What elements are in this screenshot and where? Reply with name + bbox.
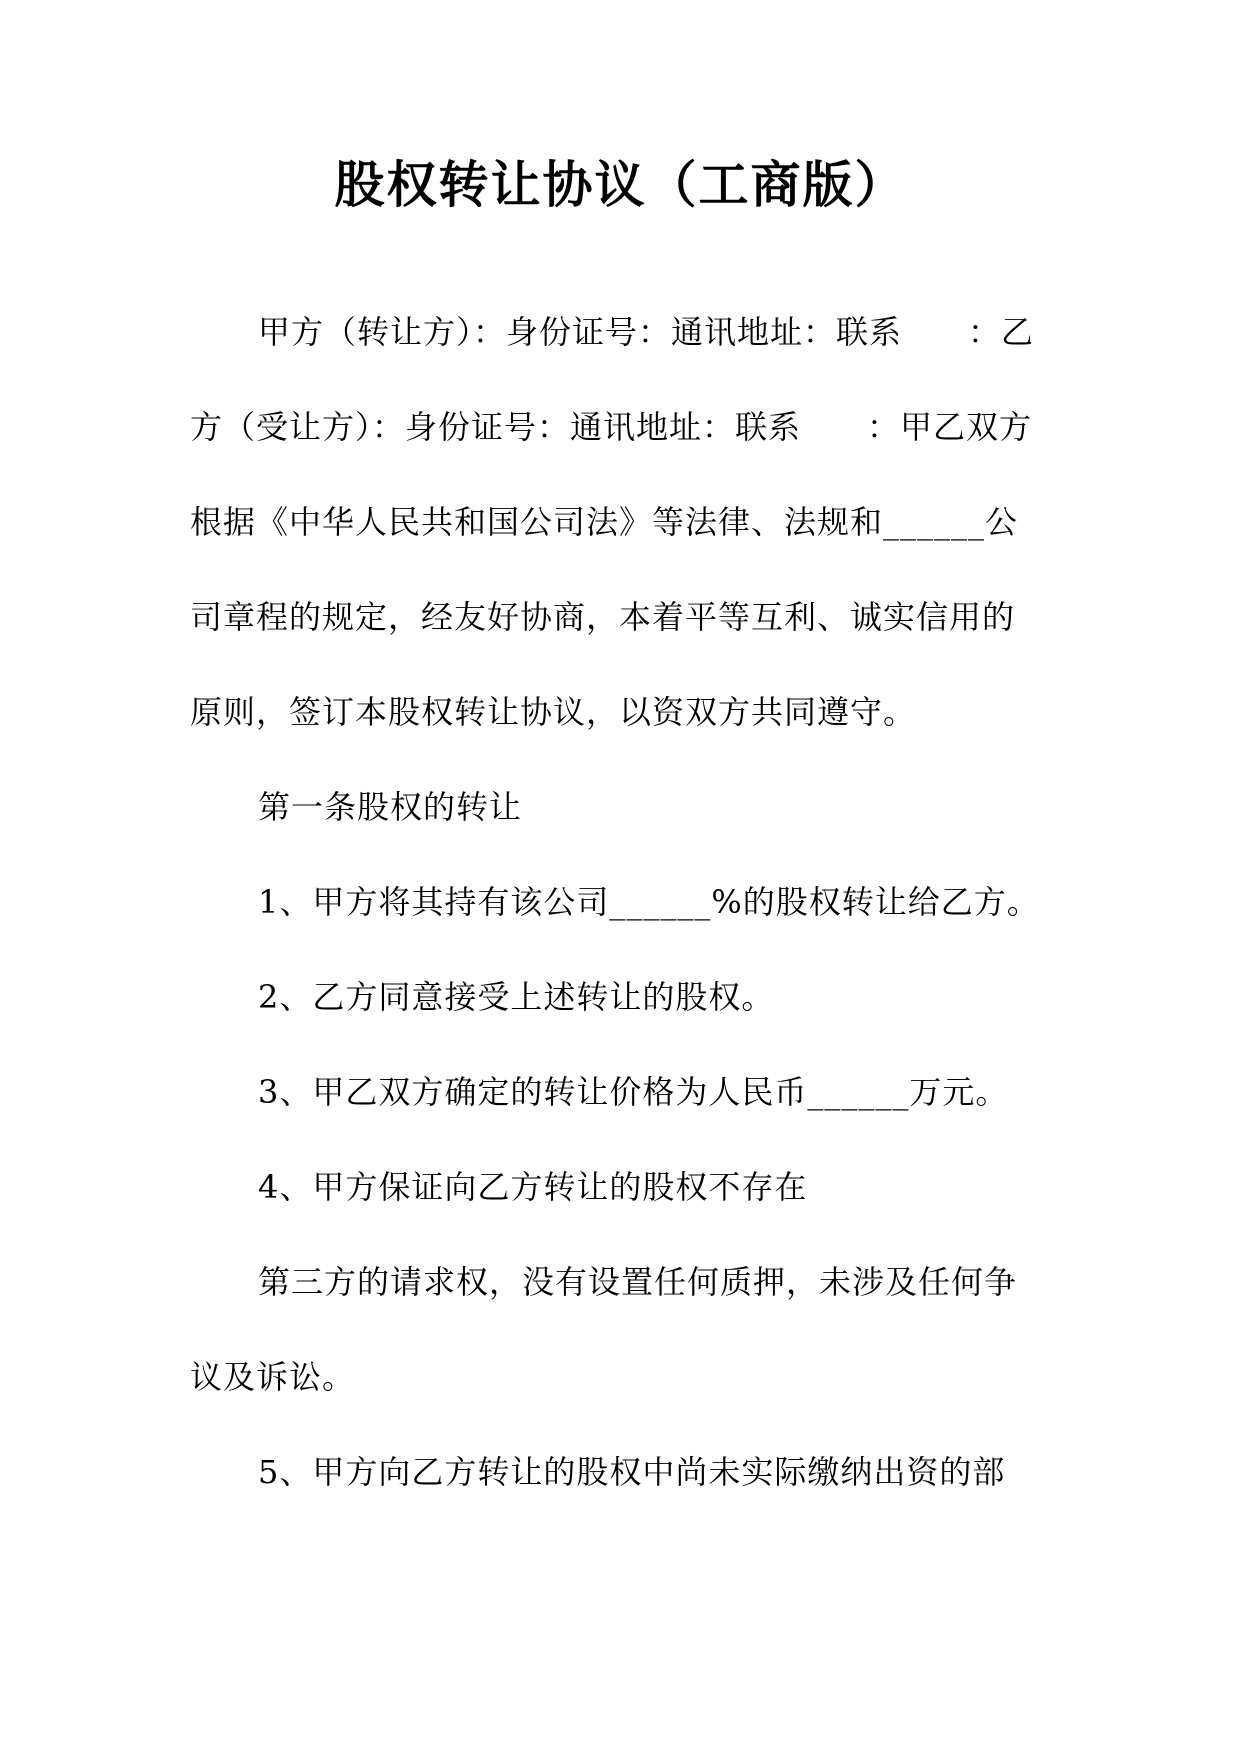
paragraph-line: 根据《中华人民共和国公司法》等法律、法规和______公 [190,503,1019,541]
paragraph-line: 司章程的规定，经友好协商，本着平等互利、诚实信用的 [190,598,1016,636]
clause-line: 2、乙方同意接受上述转让的股权。 [258,978,775,1016]
section-heading: 第一条股权的转让 [258,788,523,826]
clause-line: 5、甲方向乙方转让的股权中尚未实际缴纳出资的部 [258,1453,1006,1491]
clause-line: 议及诉讼。 [190,1358,356,1396]
clause-line: 1、甲方将其持有该公司______%的股权转让给乙方。 [258,883,1040,921]
clause-line: 4、甲方保证向乙方转让的股权不存在 [258,1168,808,1206]
clause-line: 第三方的请求权，没有设置任何质押，未涉及任何争 [258,1263,1018,1301]
paragraph-line: 方（受让方）：身份证号：通讯地址：联系 ：甲乙双方 [190,408,1033,446]
paragraph-line: 甲方（转让方）：身份证号：通讯地址：联系 ：乙 [258,313,1035,351]
document-title: 股权转让协议（工商版） [334,155,907,214]
paragraph-line: 原则，签订本股权转让协议，以资双方共同遵守。 [190,693,917,731]
clause-line: 3、甲乙双方确定的转让价格为人民币______万元。 [258,1073,1009,1111]
